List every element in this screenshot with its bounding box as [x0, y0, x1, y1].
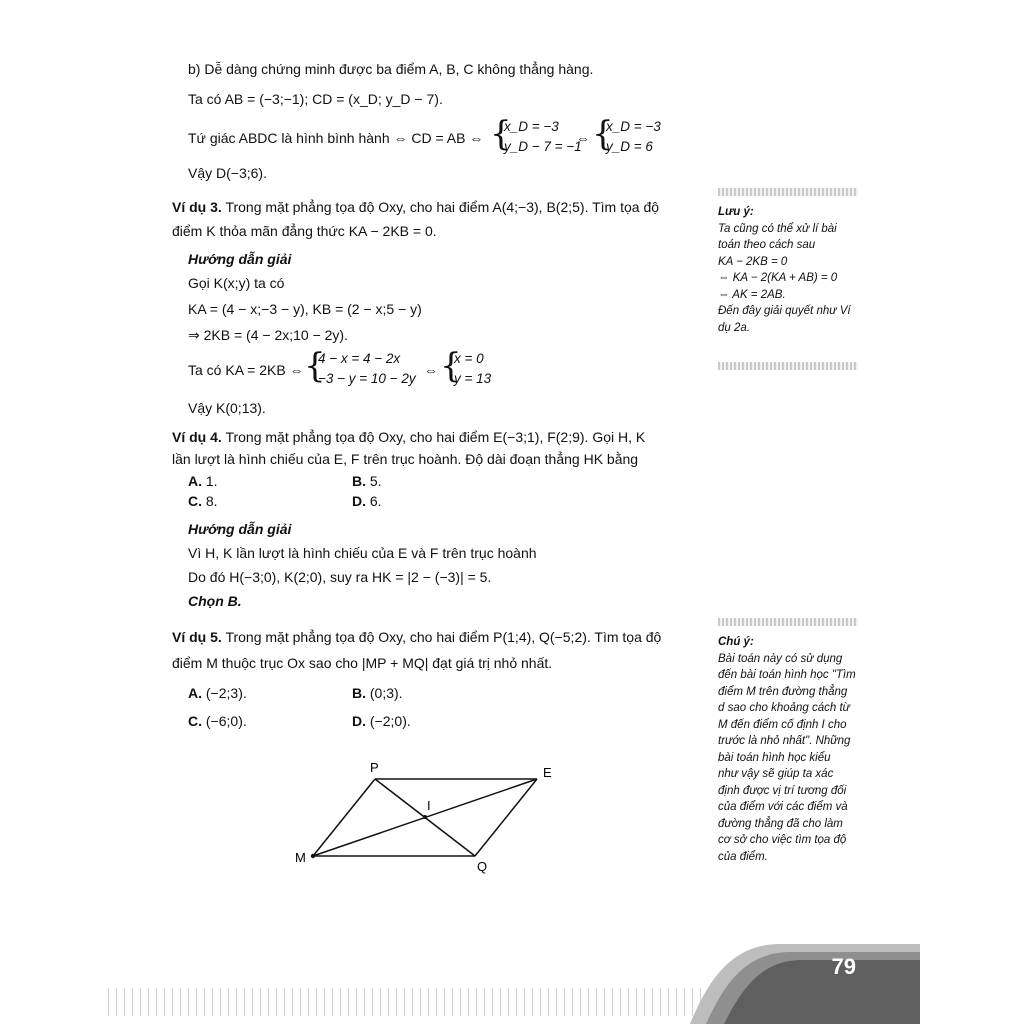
option-c — [188, 492, 218, 510]
example-label: Ví dụ 3. — [172, 199, 222, 215]
note-title: Chú ý: — [718, 636, 754, 648]
example-3-line-2: điểm K thỏa mãn đẳng thức KA − 2KB = 0. — [172, 223, 437, 239]
note-line: toán theo cách sau — [718, 239, 816, 251]
option-d — [352, 712, 411, 730]
solution-heading: Hướng dẫn giải — [188, 251, 292, 267]
footer-tab — [690, 940, 920, 1024]
label-m: M — [295, 850, 306, 865]
note-line: ⇔ AK = 2AB. — [718, 288, 786, 301]
note-line: cơ sở cho việc tìm tọa độ — [718, 834, 847, 846]
example-text: Trong mặt phẳng tọa độ Oxy, cho hai điểm P(1;4), Q(−5;2). Tìm tọa độ — [225, 629, 662, 645]
option-key: C. — [188, 493, 202, 509]
system-row: y_D = 6 — [606, 139, 653, 154]
page-number: 79 — [831, 954, 856, 979]
system-row: 4 − x = 4 − 2x — [318, 351, 401, 366]
option-key: D. — [352, 713, 366, 729]
label-e: E — [543, 765, 552, 780]
solution-step: ⇒ 2KB = (4 − 2x;10 − 2y). — [188, 327, 348, 343]
note-line: của điểm với các điểm và — [718, 801, 848, 813]
brace: { — [440, 346, 462, 386]
sidebar-divider — [718, 618, 858, 626]
option-value: 1. — [205, 473, 218, 489]
note-line: Đến đây giải quyết như Ví — [718, 305, 851, 317]
brace: { — [490, 114, 512, 154]
option-a — [188, 472, 218, 490]
note-line: KA − 2KB = 0 — [718, 255, 788, 268]
note-line: trước là nhỏ nhất". Những — [718, 735, 851, 747]
part-b-intro: b) Dễ dàng chứng minh được ba điểm A, B, C không thẳng hàng. — [188, 61, 594, 77]
point-i — [423, 815, 427, 819]
note-line: bài toán hình học kiểu — [718, 751, 831, 764]
part-b-result: Vậy D(−3;6). — [188, 165, 267, 181]
option-key: D. — [352, 493, 366, 509]
part-b-parallelogram: Tứ giác ABDC là hình bình hành ⇔ CD = AB ⇔ — [188, 130, 484, 146]
example-label: Ví dụ 5. — [172, 629, 222, 645]
equivalence-symbol: ⇔ — [576, 130, 590, 146]
segment-eq — [475, 779, 537, 856]
option-c — [188, 712, 247, 730]
note-title: Lưu ý: — [718, 206, 754, 218]
note-line: đường thẳng đã cho làm — [718, 817, 843, 830]
note-line: đến bài toán hình học "Tìm — [718, 669, 856, 681]
solution-heading: Hướng dẫn giải — [188, 521, 292, 537]
solution-step: Vì H, K lần lượt là hình chiếu của E và F trên trục hoành — [188, 545, 537, 561]
example-4-line-1 — [172, 428, 645, 446]
option-value: 6. — [369, 493, 382, 509]
note-line: như vậy sẽ giúp ta xác — [718, 768, 834, 780]
option-value: (0;3). — [369, 685, 403, 701]
equivalence-symbol: ⇔ — [424, 362, 438, 378]
example-text: Trong mặt phẳng tọa độ Oxy, cho hai điểm A(4;−3), B(2;5). Tìm tọa độ — [225, 199, 660, 215]
example-4-line-2: lần lượt là hình chiếu của E, F trên trục hoành. Độ dài đoạn thẳng HK bằng — [172, 451, 639, 467]
part-b-vectors: Ta có AB = (−3;−1); CD = (x_D; y_D − 7). — [188, 91, 443, 107]
note-line: của điểm. — [718, 850, 768, 863]
sidebar-divider — [718, 188, 858, 196]
choose-answer: Chọn B. — [188, 593, 242, 609]
note-line: M đến điểm cố định I cho — [718, 718, 847, 731]
option-b — [352, 684, 403, 702]
note-line: Ta cũng có thể xử lí bài — [718, 222, 837, 235]
sidebar-note-2 — [718, 634, 860, 865]
note-line: định được vị trí tương đối — [718, 784, 847, 797]
option-key: B. — [352, 473, 366, 489]
label-i: I — [427, 798, 431, 813]
system-row: x_D = −3 — [606, 119, 661, 134]
note-line: điểm M trên đường thẳng — [718, 685, 848, 698]
option-a — [188, 684, 247, 702]
solution-result: Vậy K(0;13). — [188, 400, 266, 416]
system-row: x = 0 — [454, 351, 484, 366]
solution-step: Do đó H(−3;0), K(2;0), suy ra HK = |2 − (−3)| = 5. — [188, 569, 492, 585]
note-line: d sao cho khoảng cách từ — [718, 702, 850, 714]
brace: { — [592, 114, 614, 154]
option-key: B. — [352, 685, 366, 701]
sidebar-note-1 — [718, 204, 860, 336]
note-line: Bài toán này có sử dụng — [718, 652, 843, 665]
option-b — [352, 472, 382, 490]
label-q: Q — [477, 859, 488, 874]
option-key: A. — [188, 473, 202, 489]
system-row: −3 − y = 10 − 2y — [318, 371, 416, 386]
option-d — [352, 492, 382, 510]
option-value: (−2;0). — [369, 713, 411, 729]
solution-step: Gọi K(x;y) ta có — [188, 275, 285, 291]
sidebar-divider — [718, 362, 858, 370]
system-row: y = 13 — [454, 371, 492, 386]
segment-mp — [313, 779, 375, 856]
option-value: (−6;0). — [205, 713, 247, 729]
parallelogram-figure — [290, 755, 570, 880]
option-key: A. — [188, 685, 202, 701]
example-label: Ví dụ 4. — [172, 429, 222, 445]
option-value: 5. — [369, 473, 382, 489]
example-5-line-2: điểm M thuộc trục Ox sao cho |MP + MQ| đạt giá trị nhỏ nhất. — [172, 655, 553, 671]
label-p: P — [370, 760, 379, 775]
system-row: y_D − 7 = −1 — [504, 139, 582, 154]
example-5-line-1 — [172, 628, 661, 646]
option-key: C. — [188, 713, 202, 729]
note-line: ⇔ KA − 2(KA + AB) = 0 — [718, 272, 838, 284]
option-value: 8. — [205, 493, 218, 509]
example-3-line-1 — [172, 198, 659, 216]
solution-step: Ta có KA = 2KB ⇔ — [188, 362, 304, 378]
brace: { — [304, 346, 326, 386]
solution-step: KA = (4 − x;−3 − y), KB = (2 − x;5 − y) — [188, 301, 422, 317]
system-row: x_D = −3 — [504, 119, 559, 134]
note-line: dụ 2a. — [718, 321, 750, 334]
option-value: (−2;3). — [205, 685, 247, 701]
point-m — [311, 854, 315, 858]
example-text: Trong mặt phẳng tọa độ Oxy, cho hai điểm E(−3;1), F(2;9). Gọi H, K — [225, 429, 646, 445]
